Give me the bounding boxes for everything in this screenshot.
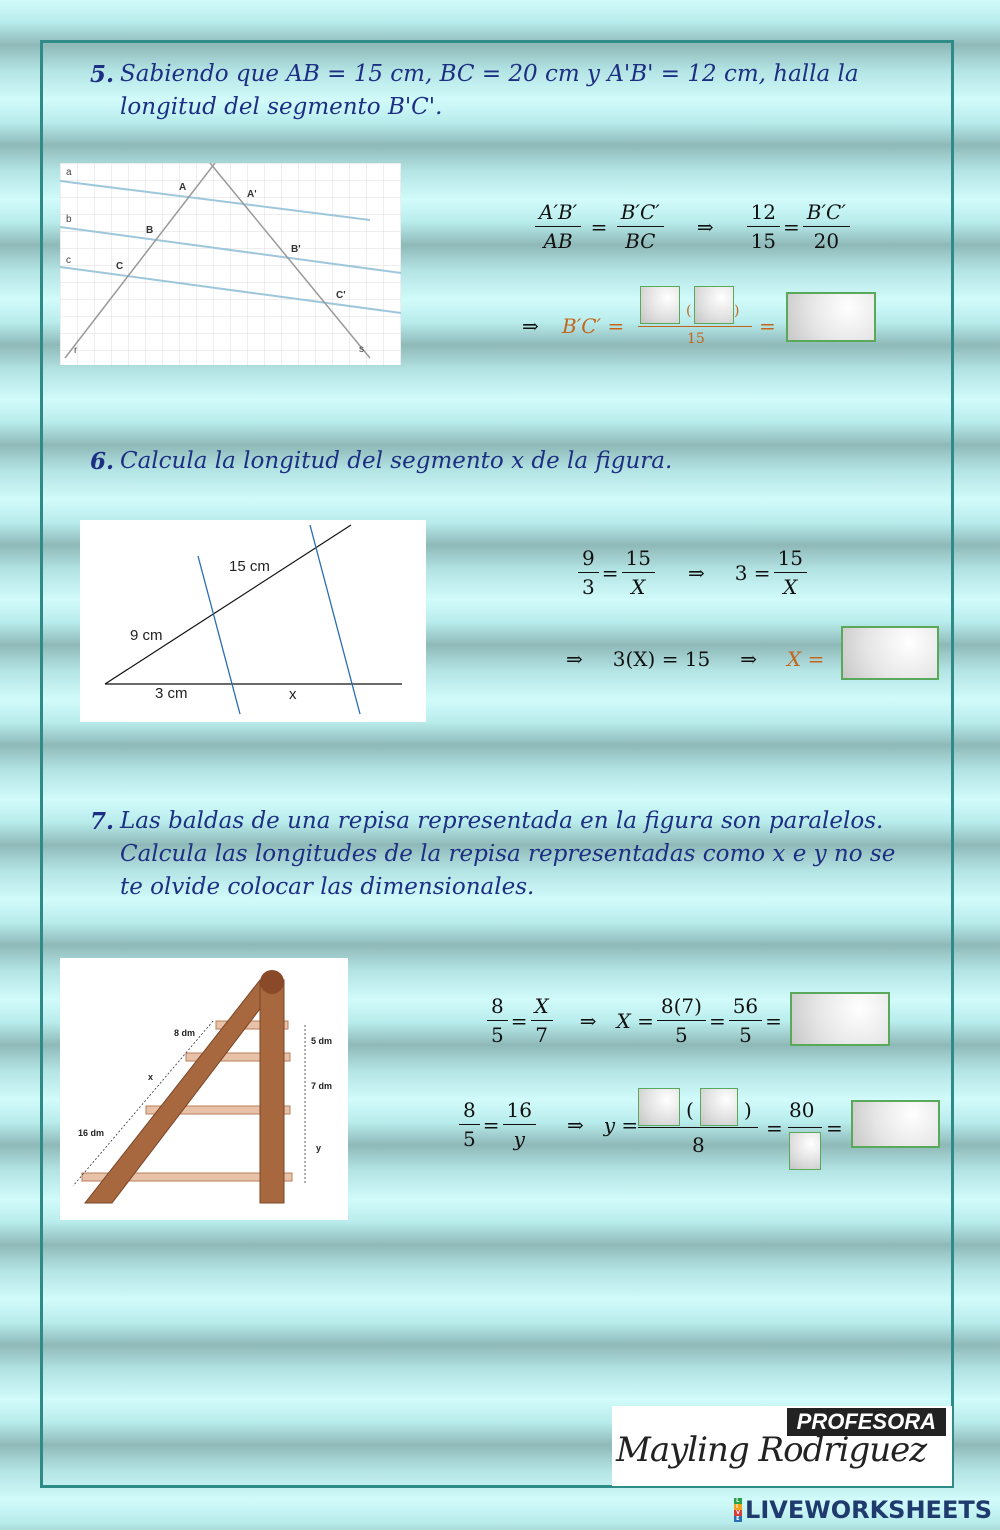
label-15cm: 15 cm — [229, 558, 270, 575]
label-B-prime: B' — [291, 244, 301, 255]
denominator: 20 — [813, 229, 840, 253]
implies-symbol: ⇒ — [566, 1112, 584, 1137]
denominator: X — [631, 575, 646, 599]
question-text-line: Calcula la longitud del segmento x de la figura. — [120, 448, 673, 474]
denominator: X — [783, 575, 798, 599]
question-text-line: Calcula las longitudes de la repisa representadas como x e y no se — [120, 841, 896, 867]
fraction — [578, 546, 599, 599]
q5-answer-lhs: B′C′ = — [562, 314, 625, 338]
question-number: 6. — [90, 448, 115, 475]
post-top — [260, 970, 284, 994]
question-text-line: longitud del segmento B'C'. — [120, 94, 443, 120]
q7-y-input-denominator[interactable] — [789, 1132, 821, 1170]
label-r: r — [74, 345, 78, 356]
logo-signature: Mayling Rodriguez — [616, 1430, 927, 1470]
numerator: 56 — [729, 994, 762, 1021]
q6-mid-text: 3 = — [734, 560, 771, 585]
q7-x-lhs: X = — [616, 1008, 654, 1033]
label-A: A — [179, 182, 187, 193]
fraction — [487, 994, 508, 1047]
q6-solution-line — [566, 647, 824, 671]
triangle-diagram — [80, 520, 426, 722]
slanted-beam — [85, 980, 282, 1203]
numerator: 8 — [459, 1098, 480, 1125]
q7-y-equation: $\frac{8}{5}$ = $\frac{16}{y}$ ⇒ y = — [456, 1098, 638, 1151]
fraction — [535, 200, 581, 253]
numerator: 8(7) — [657, 994, 706, 1021]
q7-y-lhs: y = — [603, 1112, 639, 1137]
q7-x-equation: $\frac{8}{5}$ = $\frac{X}{7}$ ⇒ X = $\frac{8(7)}{5}$ = $\frac{56}{5}$ = — [484, 994, 782, 1047]
paren-close: ) — [734, 303, 740, 319]
label-b: b — [66, 214, 72, 225]
fraction — [622, 546, 655, 599]
teacher-logo — [612, 1406, 952, 1486]
vertical-post — [260, 980, 284, 1203]
q5-denominator: 15 — [687, 331, 705, 347]
implies-symbol: ⇒ — [579, 1008, 597, 1033]
numerator: A′B′ — [535, 200, 581, 227]
label-C-prime: C' — [336, 290, 346, 301]
label-9cm: 9 cm — [130, 627, 163, 644]
label-x: x — [148, 1072, 154, 1082]
fraction — [774, 546, 807, 599]
fraction — [503, 1098, 536, 1151]
slanted-line — [105, 525, 351, 684]
numerator: 15 — [622, 546, 655, 573]
denominator: BC — [625, 229, 656, 253]
parallel-line-1 — [198, 556, 240, 714]
question-6 — [90, 445, 920, 478]
numerator: X — [531, 994, 553, 1021]
q5-answer-input[interactable] — [786, 292, 876, 342]
footer-brand-text: LIVEWORKSHEETS — [745, 1496, 992, 1524]
denominator: 5 — [463, 1127, 476, 1151]
fraction — [657, 994, 706, 1047]
numerator: 12 — [747, 200, 780, 227]
numerator: B′C′ — [803, 200, 850, 227]
paren-open: ( — [686, 303, 692, 319]
label-3cm: 3 cm — [155, 685, 188, 702]
q7-y-numerator-80: 80 — [789, 1098, 815, 1122]
fraction — [729, 994, 762, 1047]
triangle-figure — [80, 520, 426, 722]
parallel-lines-figure — [60, 163, 401, 365]
implies-symbol: ⇒ — [740, 647, 758, 671]
numerator: 15 — [774, 546, 807, 573]
q7-x-answer-input[interactable] — [790, 992, 890, 1046]
label-7dm: 7 dm — [311, 1081, 333, 1091]
fraction — [459, 1098, 480, 1151]
equals-sign: = — [826, 1116, 843, 1140]
shelf-diagram — [60, 958, 348, 1220]
implies-symbol: ⇒ — [566, 647, 583, 671]
question-text-line: te olvide colocar las dimensionales. — [120, 874, 535, 900]
label-5dm: 5 dm — [311, 1036, 333, 1046]
denominator: 5 — [675, 1023, 688, 1047]
equals-sign: = — [766, 1116, 783, 1140]
label-a: a — [66, 167, 72, 178]
denominator: 3 — [582, 575, 595, 599]
label-C: C — [116, 261, 124, 272]
question-text-line: Sabiendo que AB = 15 cm, BC = 20 cm y A'B' = 12 cm, halla la — [120, 61, 859, 87]
label-8dm: 8 dm — [174, 1028, 196, 1038]
q6-answer-input[interactable] — [841, 626, 939, 680]
logo-title: PROFESORA — [787, 1408, 946, 1436]
label-y: y — [316, 1143, 322, 1153]
denominator: 15 — [750, 229, 777, 253]
question-5 — [90, 58, 920, 124]
paren-open: ( — [686, 1098, 694, 1122]
label-c: c — [66, 255, 71, 266]
q5-implies: ⇒ — [522, 314, 539, 338]
implies-symbol: ⇒ — [696, 214, 714, 239]
numerator: B′C′ — [617, 200, 664, 227]
denominator: y — [513, 1127, 525, 1151]
q6-answer-lhs: X = — [787, 647, 825, 671]
live-mark-icon: L I V E — [736, 1498, 741, 1522]
fraction — [803, 200, 850, 253]
q7-y-fraction-bar — [638, 1127, 758, 1128]
question-text-line: Las baldas de una repisa representada en la figura son paralelos. — [120, 808, 884, 834]
fraction — [617, 200, 664, 253]
q7-y-input-numerator-1[interactable] — [638, 1088, 680, 1126]
label-16dm: 16 dm — [78, 1128, 105, 1138]
q6-proportion-equation: $\frac{9}{3}$ = $\frac{15}{X}$ ⇒ 3 = $\frac{15}{X}$ — [575, 546, 810, 599]
paren-close: ) — [744, 1098, 752, 1122]
label-B: B — [146, 225, 154, 236]
fraction — [747, 200, 780, 253]
q6-equation: 3(X) = 15 — [612, 647, 711, 671]
equals-sign: = — [759, 314, 776, 338]
fraction — [531, 994, 553, 1047]
q5-input-numerator-2[interactable] — [694, 286, 734, 324]
implies-symbol: ⇒ — [687, 560, 705, 585]
denominator: 5 — [739, 1023, 752, 1047]
label-x: x — [289, 686, 297, 703]
numerator: 8 — [487, 994, 508, 1021]
q7-y-input-numerator-2[interactable] — [700, 1088, 738, 1126]
grid-background — [60, 163, 401, 365]
label-s: s — [359, 344, 364, 355]
question-number: 5. — [90, 61, 115, 88]
parallel-lines-diagram — [60, 163, 401, 365]
question-number: 7. — [90, 808, 115, 835]
numerator: 16 — [503, 1098, 536, 1125]
q5-proportion-equation: $\frac{A'B'}{AB}$ = $\frac{B'C'}{BC}$ ⇒ $\frac{12}{15}$ = $\frac{B'C'}{20}$ — [532, 200, 853, 253]
parallel-line-2 — [310, 525, 360, 714]
q7-y-answer-input[interactable] — [851, 1100, 940, 1148]
numerator: 9 — [578, 546, 599, 573]
denominator: AB — [543, 229, 573, 253]
shelf-figure — [60, 958, 348, 1220]
label-A-prime: A' — [247, 189, 257, 200]
question-7 — [90, 805, 940, 904]
q7-y-fraction-bar-2 — [788, 1127, 822, 1128]
footer-brand — [734, 1496, 992, 1524]
q7-y-denominator: 8 — [692, 1133, 705, 1157]
q5-fraction-bar — [638, 326, 752, 327]
denominator: 5 — [491, 1023, 504, 1047]
q5-input-numerator-1[interactable] — [640, 286, 680, 324]
denominator: 7 — [535, 1023, 548, 1047]
